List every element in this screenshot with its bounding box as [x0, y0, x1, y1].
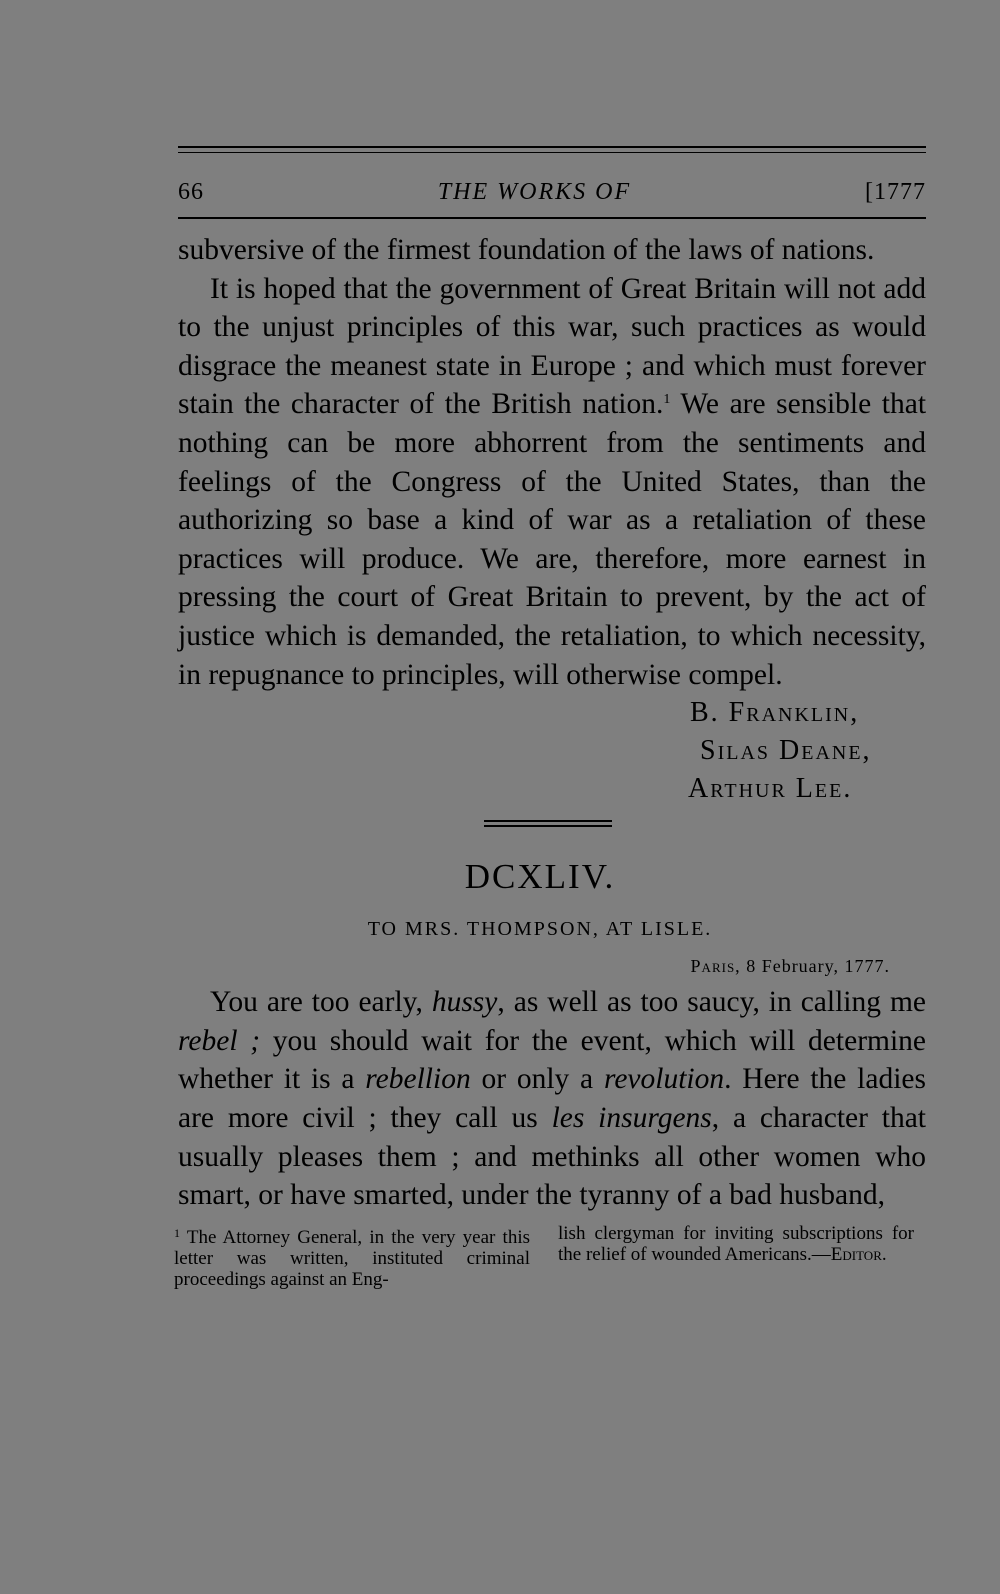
year-marker: [1777 [864, 179, 926, 205]
letter-addressee: TO MRS. THOMPSON, AT LISLE. [367, 918, 713, 941]
letter-italic-segment: rebel ; [178, 1024, 261, 1057]
continued-text [178, 231, 926, 694]
signature-franklin: B. Franklin, [690, 697, 860, 729]
footnote-column-1 [174, 1223, 530, 1290]
footnote-marker: 1 [174, 1225, 180, 1240]
letter-text-segment: , as well as too saucy, in calling me [497, 986, 926, 1019]
footnote-text-part: lish clergyman for inviting subscriptions for the relief of wounded Americans.— [558, 1222, 914, 1265]
running-head [178, 179, 926, 203]
letter-number-heading: DCXLIV. [464, 857, 616, 897]
paragraph-2 [178, 270, 926, 695]
dateline-date: 8 February, 1777. [740, 956, 890, 977]
footnotes [174, 1223, 926, 1290]
footnote-text-2 [558, 1223, 914, 1265]
footnote-editor: Editor. [830, 1243, 887, 1265]
book-page [174, 146, 927, 1290]
letter-dateline [178, 955, 890, 977]
signature-deane: Silas Deane, [700, 735, 872, 767]
footnote-text-part: The Attorney General, in the very year this letter was written, instituted criminal proceedings against an Eng- [174, 1226, 530, 1290]
footnote-column-2 [558, 1223, 914, 1290]
dateline-place: Paris, [690, 956, 741, 977]
top-double-rule [178, 146, 926, 153]
letter-paragraph [178, 983, 926, 1215]
letter-italic-segment: les insurgens [551, 1101, 712, 1134]
footnote-reference: 1 [663, 392, 671, 408]
header-rule [178, 217, 926, 219]
paragraph-2-part-a: It is hoped that the government of Great Britain will not add to the unjust principles of this war, such practices as would disgrace the meanest state in Europe ; and which must forever stain the character of the British nation. [178, 272, 926, 421]
paragraph-1: subversive of the firmest foundation of the laws of nations. [178, 234, 875, 266]
letter-body [178, 983, 926, 1215]
letter-italic-segment: rebellion [365, 1063, 471, 1096]
letter-text-segment: , a character that usually pleases them ; and methinks all other women who smart, or have smarted, under the tyranny of a bad husband, [178, 1101, 927, 1212]
page-number: 66 [178, 179, 204, 205]
letter-italic-segment: hussy [431, 986, 498, 1019]
signature-block [688, 694, 926, 808]
letter-italic-segment: revolution [603, 1063, 725, 1096]
letter-text-segment: . Here the ladies are more civil ; they call us [178, 1063, 926, 1134]
letter-text-segment: or only a [470, 1063, 604, 1096]
signature-lee: Arthur Lee. [688, 773, 853, 805]
letter-text-segment: You are too early, [210, 986, 432, 1019]
paragraph-2-part-b: We are sensible that nothing can be more abhorrent from the sentiments and feelings of the Congress of the United States, than the authorizing so base a kind of war as a retaliation of these practices will produce. We are, therefore, more earnest in pressing the court of Great Britain to prevent, by the act of justice which is demanded, the retaliation, to which necessity, in repugnance to principles, will otherwise compel. [178, 388, 927, 691]
footnote-text-1 [174, 1223, 530, 1290]
section-separator-rule [484, 820, 612, 827]
letter-text-segment: you should wait for the event, which will determine whether it is a [178, 1024, 926, 1096]
running-title: THE WORKS OF [437, 179, 632, 205]
